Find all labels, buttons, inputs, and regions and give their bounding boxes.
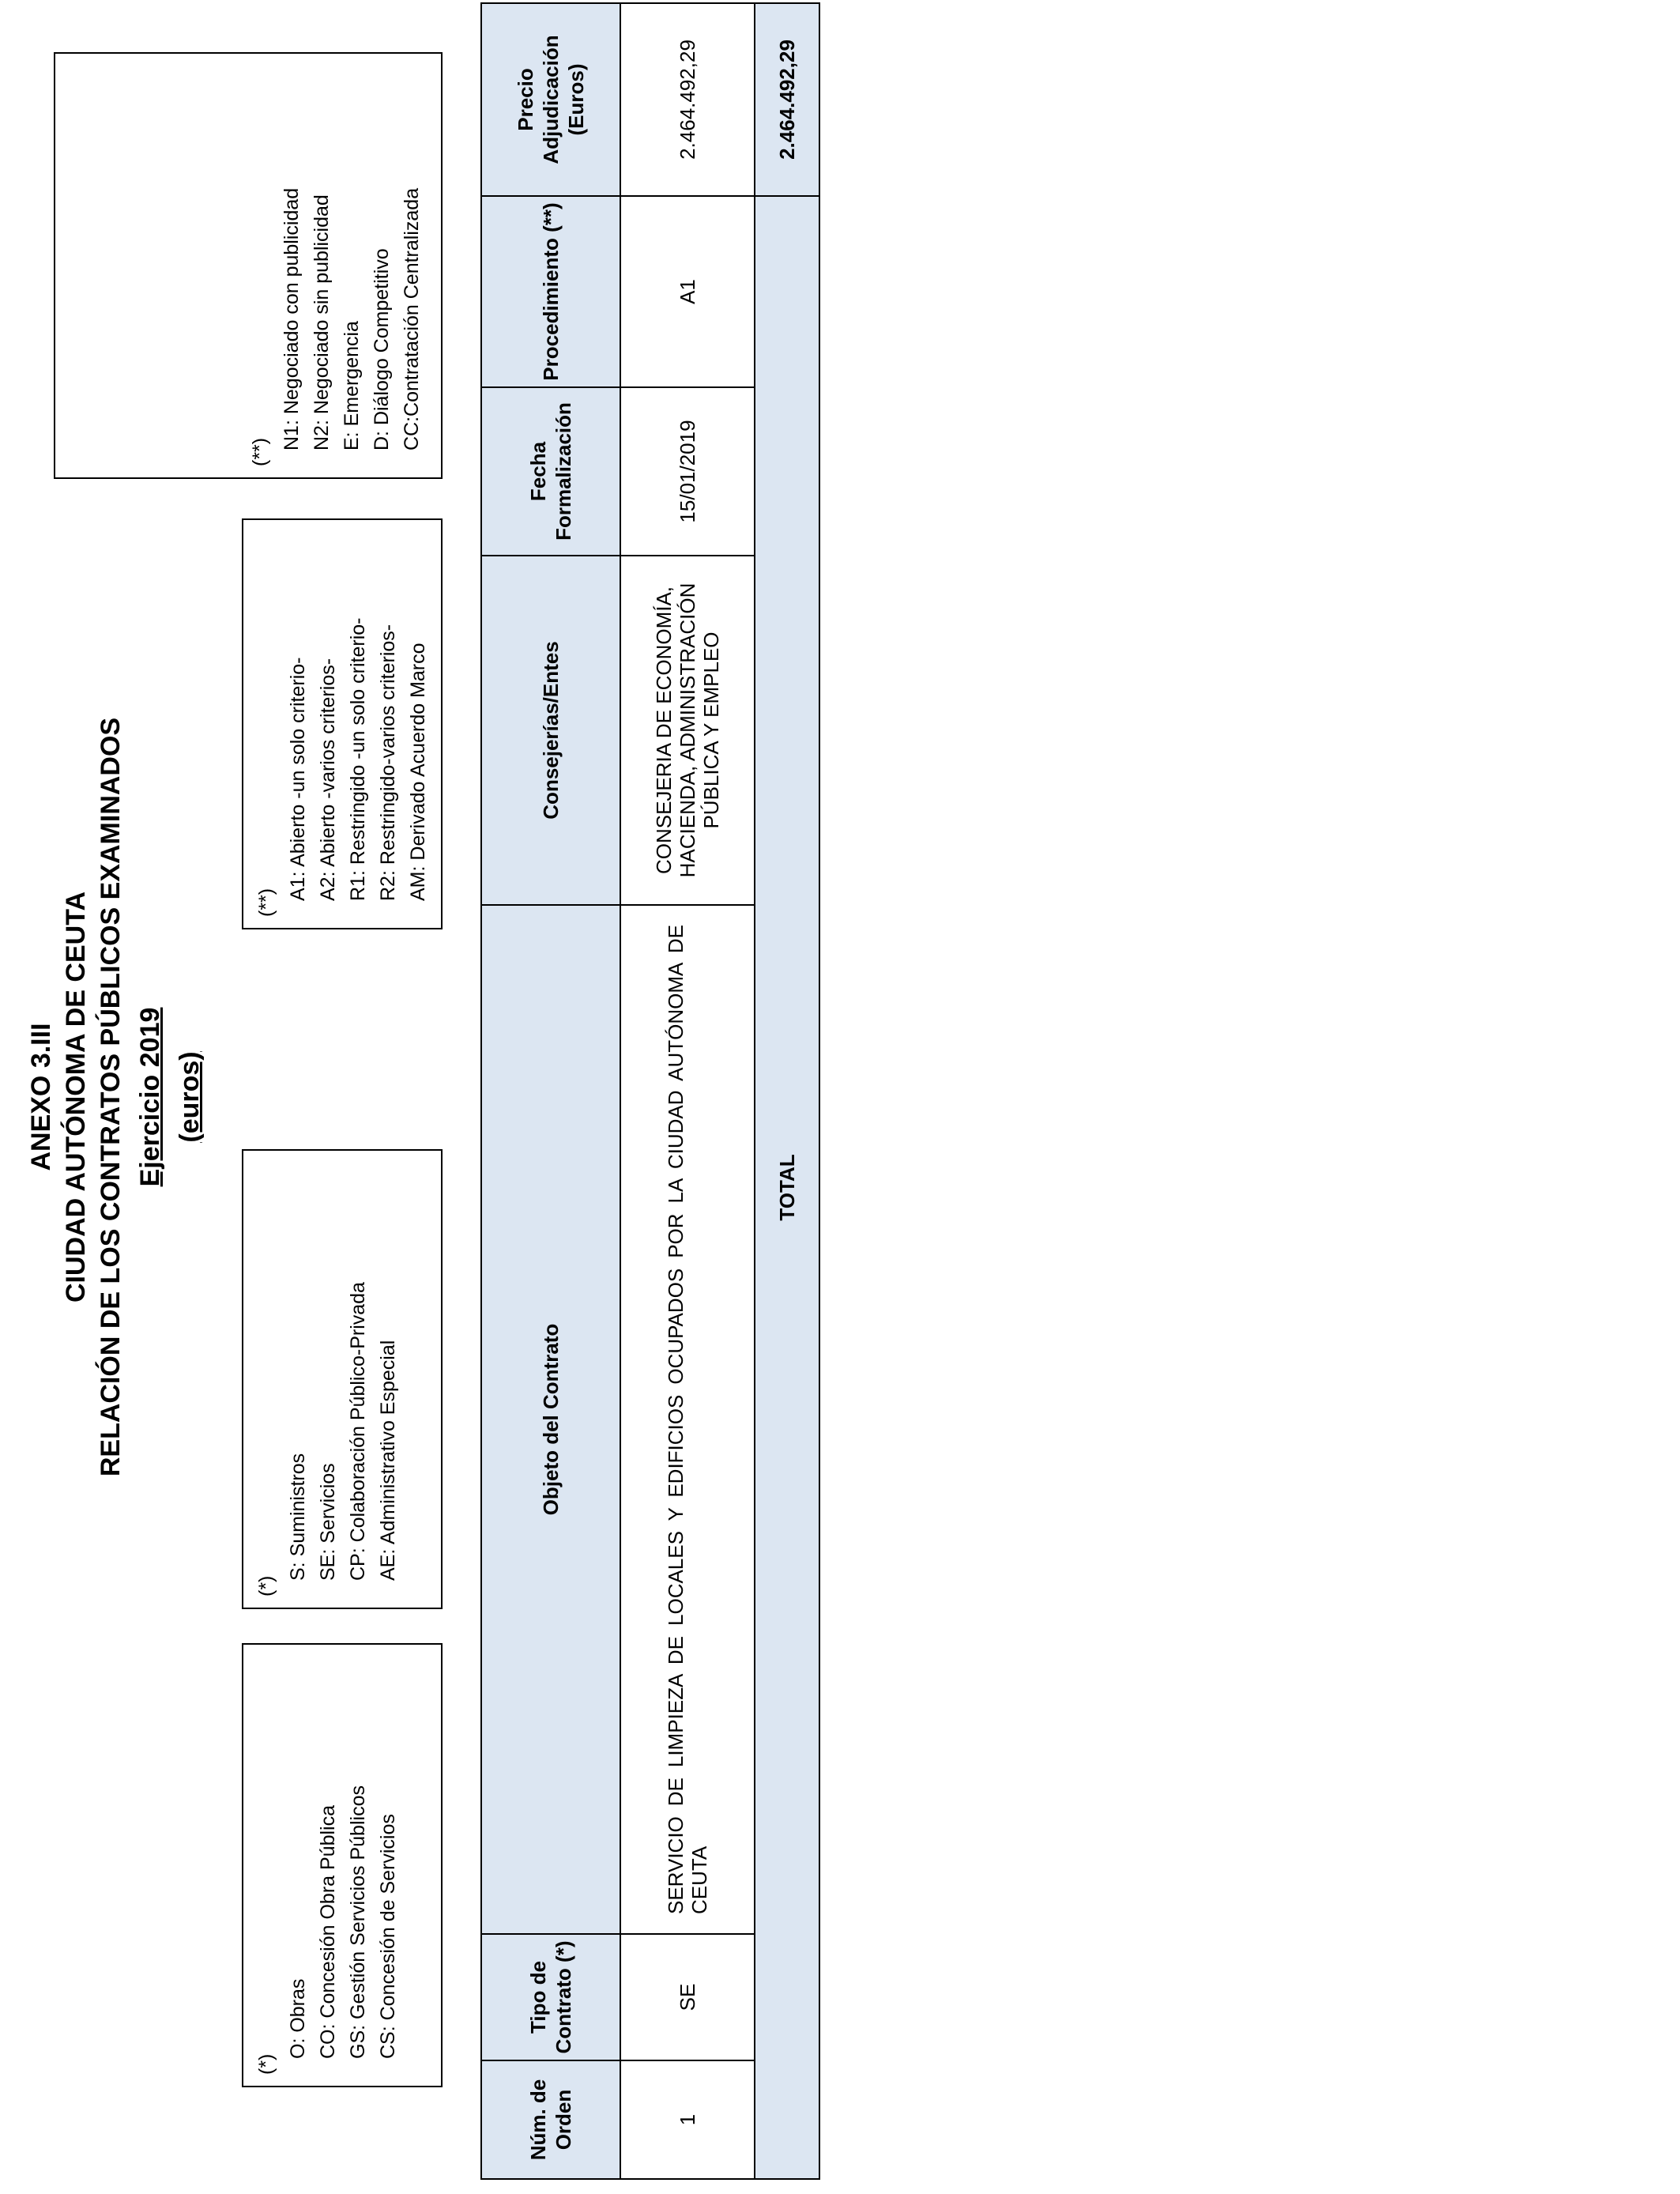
year-title: Ejercicio 2019 <box>135 1007 165 1187</box>
header-precio: Precio Adjudicación (Euros) <box>481 3 620 196</box>
cell-precio: 2.464.492,29 <box>620 3 755 196</box>
cell-tipo: SE <box>620 1934 755 2060</box>
legend-item: O: Obras <box>287 1978 309 2059</box>
legend-procedures-2 <box>54 52 443 479</box>
legend-item: E: Emergencia <box>341 321 363 450</box>
legend-item: CS: Concesión de Servicios <box>377 1814 399 2059</box>
legend-contract-types-1 <box>242 1643 443 2087</box>
legend-item: N1: Negociado con publicidad <box>281 187 303 450</box>
unit-title: (euros) <box>175 1051 205 1143</box>
legend-item: AM: Derivado Acuerdo Marco <box>407 643 429 901</box>
legend-heading: (**) <box>255 888 277 917</box>
cell-objeto: SERVICIO DE LIMPIEZA DE LOCALES Y EDIFICIOS OCUPADOS POR LA CIUDAD AUTÓNOMA DE CEUTA <box>620 905 755 1934</box>
header-objeto: Objeto del Contrato <box>481 905 620 1934</box>
legend-item: R1: Restringido -un solo criterio- <box>347 617 369 901</box>
legend-item: A1: Abierto -un solo criterio- <box>287 657 309 901</box>
header-num: Núm. de Orden <box>481 2060 620 2179</box>
legend-item: GS: Gestión Servicios Públicos <box>347 1785 369 2059</box>
legend-contract-types-2 <box>242 1149 443 1609</box>
legend-item: CC:Contratación Centralizada <box>401 187 423 450</box>
cell-num: 1 <box>620 2060 755 2179</box>
header-tipo: Tipo de Contrato (*) <box>481 1934 620 2060</box>
legend-item: S: Suministros <box>287 1453 309 1581</box>
total-row <box>755 3 819 2179</box>
table-row <box>620 3 755 2179</box>
annex-title: ANEXO 3.III <box>26 1023 56 1171</box>
legend-item: R2: Restringido-varios criterios- <box>377 624 399 901</box>
cell-consejeria: CONSEJERIA DE ECONOMÍA, HACIENDA, ADMINISTRACIÓN PÚBLICA Y EMPLEO <box>620 556 755 905</box>
legend-heading: (*) <box>255 1575 277 1596</box>
total-value: 2.464.492,29 <box>755 3 819 196</box>
header-procedimiento: Procedimiento (**) <box>481 196 620 387</box>
legend-item: CP: Colaboración Público-Privada <box>347 1282 369 1581</box>
legend-item: AE: Administrativo Especial <box>377 1340 399 1581</box>
report-title: RELACIÓN DE LOS CONTRATOS PÚBLICOS EXAMINADOS <box>96 717 126 1477</box>
legend-item: N2: Negociado sin publicidad <box>311 194 333 450</box>
cell-procedimiento: A1 <box>620 196 755 387</box>
legend-procedures-1 <box>242 518 443 929</box>
legend-heading: (**) <box>249 437 271 466</box>
entity-title: CIUDAD AUTÓNOMA DE CEUTA <box>61 891 91 1303</box>
legend-item: A2: Abierto -varios criterios- <box>317 658 339 901</box>
legend-heading: (*) <box>255 2053 277 2075</box>
header-fecha: Fecha Formalización <box>481 387 620 556</box>
legend-item: SE: Servicios <box>317 1463 339 1581</box>
total-label: TOTAL <box>755 196 819 2179</box>
cell-fecha: 15/01/2019 <box>620 387 755 556</box>
contracts-table <box>480 2 820 2180</box>
legend-item: CO: Concesión Obra Pública <box>317 1805 339 2059</box>
table-header-row <box>481 3 620 2179</box>
legend-item: D: Diálogo Competitivo <box>371 248 393 450</box>
header-consejeria: Consejerías/Entes <box>481 556 620 905</box>
